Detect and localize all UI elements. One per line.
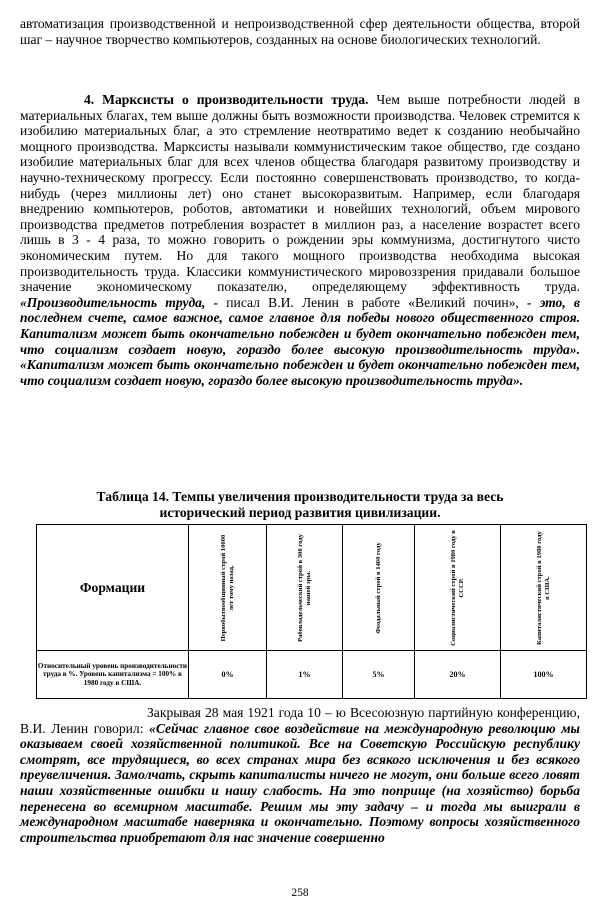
paragraph-conference: Закрывая 28 мая 1921 года 10 – ю Всесоюзную партийную конференцию, В.И. Ленин говорил: «Сейчас главное свое воздействие на международную революцию мы оказываем своей хозяйственной политикой. Все на Советскую Российскую республику смотрят, все трудящиеся, во всех странах мира без всякого исключения и без всякого преувеличения. Замолчать, скрыть капиталисты ничего не могут, они больше всего ловят наши хозяйственные ошибки и нашу слабость. На это поприще (на хозяйство) борьба перенесена во всемирном масштабе. Решим мы эту задачу – и тогда мы выиграли в международном масштабе наверняка и окончательно. Поэтому вопросы хозяйственного строительства приобретают для нас значение совершенно	[20, 705, 580, 845]
column-header: Рабовладельческий строй в 300 году нашей эры.	[267, 525, 343, 651]
table-header-row	[37, 525, 587, 651]
table-caption: Таблица 14. Темпы увеличения производительности труда за весь исторический период развития цивилизации.	[96, 489, 504, 520]
table-row	[37, 651, 587, 699]
table-cell: 1%	[267, 651, 343, 699]
paragraph-marxists: 4. Марксисты о производительности труда. Чем выше потребности людей в материальных благах, тем выше должны быть возможности производства. Человек стремится к изобилию материальных благ, а это стремление неотвратимо ведет к созданию необычайно мощного производства. Марксисты называли коммунистическим такое общество, где создано изобилие материальных благ для всех членов общества благодаря развитому производству и научно-техническому прогрессу. Если постоянно совершенствовать производство, то когда-нибудь (через миллионы лет) оно станет высокоразвитым. Например, если благодаря внедрению компьютеров, роботов, автоматики и новейших технологий, объем мирового производства предметов потребления возрастет в миллион раз, а население возрастет всего лишь в 3 - 4 раза, то можно говорить о рождении эры коммунизма, достигнутого чисто экономическим путем. Но для такого мощного производства необходима высокая производительность труда. Классики коммунистического мировоззрения придавали большое значение экономическому показателю, определяющему эффективность труда. «Производительность труда, - писал В.И. Ленин в работе «Великий почин», - это, в последнем счете, самое важное, самое главное для победы нового общественного строя. Капитализм может быть окончательно побежден и будет окончательно побежден тем, что социализм создает новую, гораздо более высокую производительность труда». «Капитализм может быть окончательно побежден и будет окончательно побежден тем, что социализм создает новую, гораздо более высокую производительность труда».	[20, 92, 580, 388]
column-header: Первобытнообщинный строй 10000 лет тому назад.	[189, 525, 267, 651]
quote-lenin-1: «Производительность труда, -	[20, 294, 219, 310]
table-cell: 20%	[415, 651, 501, 699]
column-header: Социалистический строй в 1980 году в СССР.	[415, 525, 501, 651]
table-cell: 0%	[189, 651, 267, 699]
page-number: 258	[291, 887, 309, 899]
quote-lenin-3: «Сейчас главное свое воздействие на международную революцию мы оказываем своей хозяйственной политикой. Все на Советскую Российскую республику смотрят, все трудящиеся, во всех странах мира без всякого исключения и без всякого преувеличения. Замолчать, скрыть капиталисты ничего не могут, они больше всего ловят наши хозяйственные ошибки и нашу слабость. На это поприще (на хозяйство) борьба перенесена во всемирном масштабе. Решим мы эту задачу – и тогда мы выиграли в международном масштабе наверняка и окончательно. Поэтому вопросы хозяйственного строительства приобретают для нас значение совершенно	[20, 720, 580, 845]
paragraph-intro: автоматизация производственной и непроизводственной сфер деятельности общества, второй шаг – научное творчество компьютеров, созданных на основе биологических технологий.	[20, 16, 580, 47]
column-header: Капиталистический строй в 1980 году в США.	[501, 525, 587, 651]
quote-lenin-2: - это, в последнем счете, самое важное, самое главное для победы нового общественного строя. Капитализм может быть окончательно побежден и будет окончательно побежден тем, что социализм создает новую, гораздо более высокую производительность труда». «Капитализм может быть окончательно побежден и будет окончательно побежден тем, что социализм создает новую, гораздо более высокую производительность труда».	[20, 294, 580, 388]
table-cell: 100%	[501, 651, 587, 699]
productivity-table	[36, 524, 587, 699]
column-header: Феодальный строй в 1400 году	[343, 525, 415, 651]
row-label: Относительный уровень производительности труда в %. Уровень капитализма = 100% в 1980 году в США.	[37, 651, 189, 699]
formations-header: Формации	[37, 525, 189, 651]
section-heading: 4. Марксисты о производительности труда.	[84, 92, 369, 107]
table-cell: 5%	[343, 651, 415, 699]
